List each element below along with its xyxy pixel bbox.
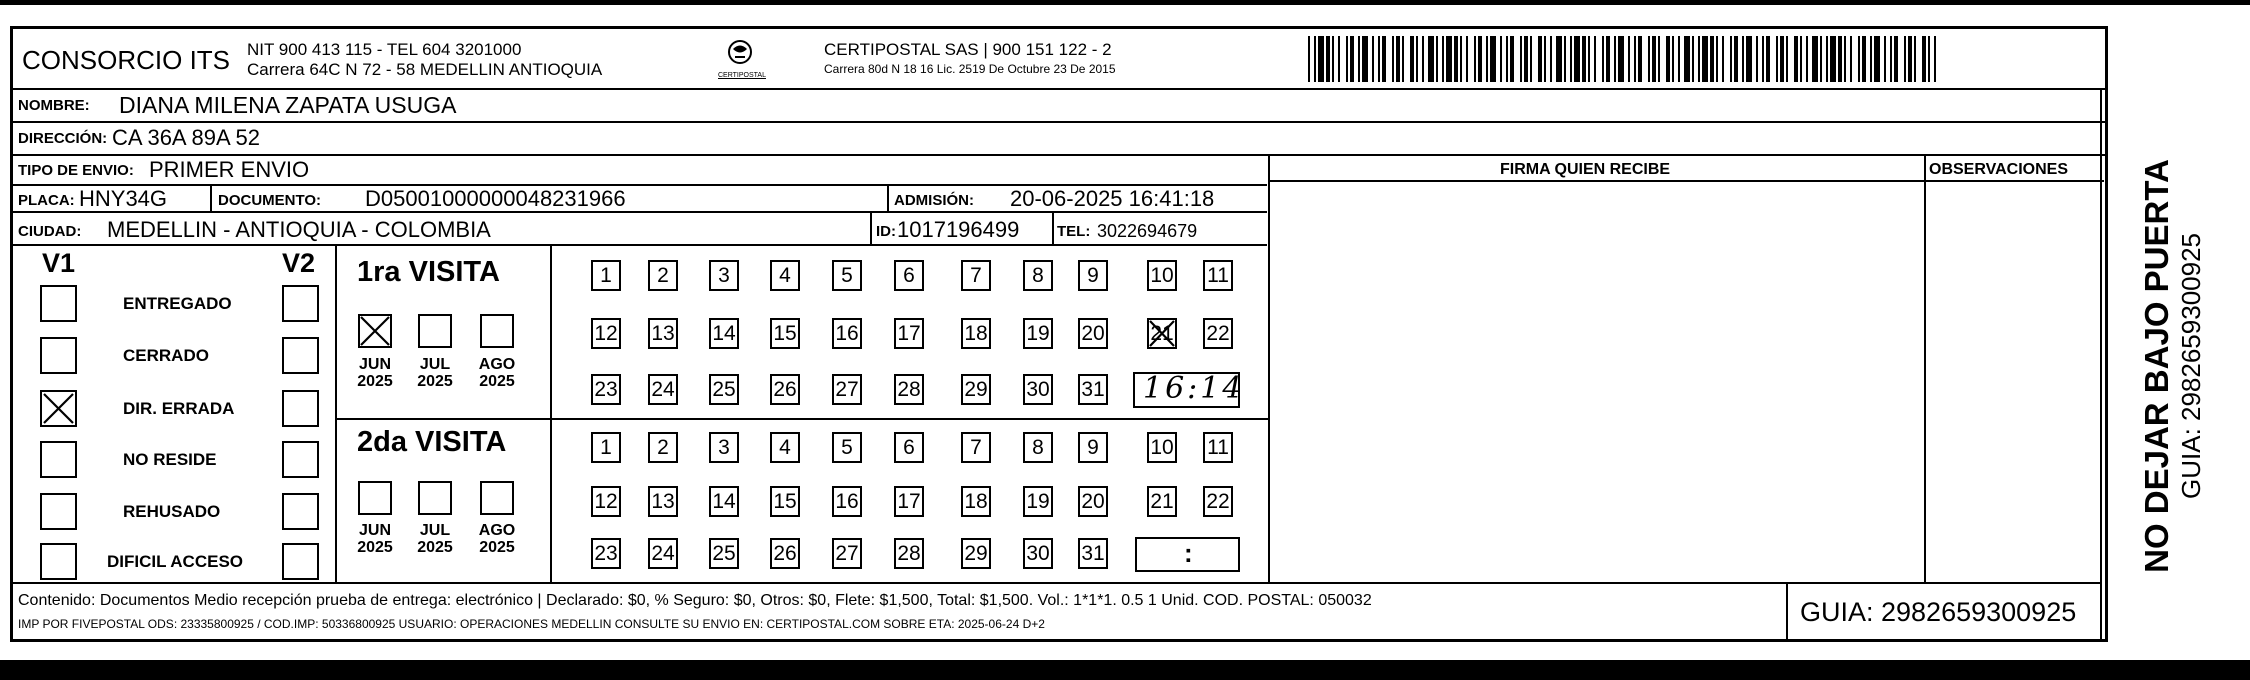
status-label: DIR. ERRADA [123, 399, 235, 418]
day-number: 22 [1206, 321, 1230, 345]
day-number: 4 [779, 435, 791, 459]
rule-city [12, 244, 1267, 246]
day-number: 2 [657, 435, 669, 459]
observations-label: OBSERVACIONES [1929, 161, 2068, 178]
visit1-day-box[interactable] [894, 260, 924, 291]
day-number: 28 [897, 541, 921, 565]
divider-tel [1052, 211, 1054, 244]
day-number: 20 [1081, 321, 1105, 345]
visit2-month-checkbox[interactable] [358, 481, 392, 515]
company-nit: NIT 900 413 115 - TEL 604 3201000 [247, 40, 522, 59]
day-number: 10 [1150, 263, 1174, 287]
day-number: 15 [773, 489, 797, 513]
tel-label: TEL: [1057, 223, 1091, 240]
day-number: 1 [600, 263, 612, 287]
check-x-icon [42, 392, 75, 425]
visit2-day-box[interactable] [648, 432, 678, 463]
visit1-day-box[interactable] [1023, 260, 1053, 291]
visit2-day-box[interactable] [770, 486, 800, 517]
visit2-day-box[interactable] [1203, 432, 1233, 463]
day-number: 30 [1026, 377, 1050, 401]
visit1-month-checkbox[interactable] [480, 314, 514, 348]
day-number: 9 [1087, 263, 1099, 287]
visit1-day-box[interactable] [1203, 318, 1233, 349]
divider-admission [887, 184, 889, 211]
day-number: 16 [835, 321, 859, 345]
day-number: 14 [712, 321, 736, 345]
day-number: 6 [903, 263, 915, 287]
day-number: 1 [600, 435, 612, 459]
visit2-day-box[interactable] [1023, 486, 1053, 517]
logo-caption: CERTIPOSTAL [718, 72, 766, 79]
carrier-line1: CERTIPOSTAL SAS | 900 151 122 - 2 [824, 40, 1112, 59]
status-label: DIFICIL ACCESO [107, 552, 244, 571]
month-name: JUL [419, 522, 451, 539]
month-year: 2025 [479, 538, 515, 556]
visit2-day-box[interactable] [1147, 432, 1177, 463]
status-v2-checkbox[interactable] [282, 441, 319, 478]
visit1-day-box[interactable] [961, 318, 991, 349]
visit2-day-box[interactable] [961, 538, 991, 569]
day-number: 18 [964, 489, 988, 513]
day-number: 5 [841, 435, 853, 459]
scan-bottom-edge [0, 660, 2250, 680]
visit1-day-box[interactable] [832, 260, 862, 291]
day-number: 24 [651, 541, 675, 565]
visit2-title: 2da VISITA [357, 426, 507, 458]
visit1-day-box[interactable] [832, 318, 862, 349]
divider-observations [1924, 154, 1926, 582]
barcode [1308, 36, 1942, 82]
status-label: NO RESIDE [123, 450, 217, 469]
barcode-bars [1308, 36, 1942, 82]
rule-plate [12, 211, 1267, 213]
visit1-day-box[interactable] [1023, 374, 1053, 405]
day-number: 9 [1087, 435, 1099, 459]
visit1-month-label [467, 357, 527, 391]
visit1-day-box[interactable] [709, 318, 739, 349]
visit2-day-box[interactable] [1078, 432, 1108, 463]
status-v1-checkbox[interactable] [40, 441, 77, 478]
side-notice: NO DEJAR BAJO PUERTA [2138, 159, 2175, 573]
visit2-day-box[interactable] [894, 538, 924, 569]
day-number: 5 [841, 263, 853, 287]
day-number: 7 [970, 435, 982, 459]
day-number: 31 [1081, 377, 1105, 401]
day-number: 23 [594, 377, 618, 401]
month-year: 2025 [417, 372, 453, 390]
day-number: 15 [773, 321, 797, 345]
visit1-day-box[interactable] [1147, 260, 1177, 291]
visit2-day-box[interactable] [1147, 486, 1177, 517]
carrier-line2: Carrera 80d N 18 16 Lic. 2519 De Octubre 23 De 2015 [824, 62, 1116, 76]
status-v2-checkbox[interactable] [282, 543, 319, 580]
month-name: AGO [478, 522, 516, 539]
footer-line1: Contenido: Documentos Medio recepción prueba de entrega: electrónico | Declarado: $0, % Seguro: $0, Otros: $0, Flete: $1,500, Total: $1,500. Vol.: 1*1*1. 0.5 1 Unid. COD. POSTAL: 050032 [18, 592, 1372, 609]
month-name: JUN [358, 356, 391, 373]
visit2-day-box[interactable] [648, 486, 678, 517]
visit1-day-box[interactable] [709, 260, 739, 291]
visit2-day-box[interactable] [591, 538, 621, 569]
status-v1-checkbox[interactable] [40, 493, 77, 530]
day-number: 4 [779, 263, 791, 287]
day-number: 20 [1081, 489, 1105, 513]
visit1-day-box[interactable] [961, 260, 991, 291]
visit1-day-box[interactable] [591, 260, 621, 291]
visit2-day-box[interactable] [770, 432, 800, 463]
month-year: 2025 [357, 538, 393, 556]
day-number: 3 [718, 435, 730, 459]
tel-value: 3022694679 [1097, 221, 1198, 241]
status-v1-checkbox[interactable] [40, 543, 77, 580]
day-number: 19 [1026, 489, 1050, 513]
month-year: 2025 [479, 372, 515, 390]
status-v2-checkbox[interactable] [282, 493, 319, 530]
shipment-type-label: TIPO DE ENVIO: [18, 162, 134, 179]
plate-value: HNY34G [79, 186, 168, 211]
visit2-month-label [405, 523, 465, 557]
visit2-day-box[interactable] [961, 486, 991, 517]
day-number: 6 [903, 435, 915, 459]
visit1-day-box[interactable] [770, 318, 800, 349]
day-number: 2 [657, 263, 669, 287]
visit2-day-box[interactable] [894, 432, 924, 463]
visit1-day-box[interactable] [648, 318, 678, 349]
visit2-day-box[interactable] [961, 432, 991, 463]
name-value: DIANA MILENA ZAPATA USUGA [119, 92, 457, 118]
day-number: 14 [712, 489, 736, 513]
visit2-month-checkbox[interactable] [418, 481, 452, 515]
city-value: MEDELLIN - ANTIOQUIA - COLOMBIA [107, 217, 491, 242]
day-number: 3 [718, 263, 730, 287]
day-number: 8 [1032, 263, 1044, 287]
day-number: 11 [1207, 435, 1229, 459]
visit1-month-label [345, 357, 405, 391]
id-label: ID: [876, 223, 896, 240]
status-v1-checkbox[interactable] [40, 390, 77, 427]
document-value: D05001000000048231966 [365, 186, 626, 211]
day-number: 23 [594, 541, 618, 565]
month-year: 2025 [417, 538, 453, 556]
shipment-type-value: PRIMER ENVIO [149, 157, 310, 182]
id-value: 1017196499 [897, 217, 1020, 242]
document-label: DOCUMENTO: [218, 192, 322, 209]
day-number: 12 [594, 489, 618, 513]
visit2-day-box[interactable] [1078, 538, 1108, 569]
visit1-day-box[interactable] [832, 374, 862, 405]
status-v2-checkbox[interactable] [282, 390, 319, 427]
visit1-day-box[interactable] [648, 374, 678, 405]
signature-label: FIRMA QUIEN RECIBE [1500, 161, 1671, 178]
status-v1-checkbox[interactable] [40, 337, 77, 374]
visit1-day-box[interactable] [1023, 318, 1053, 349]
visit1-day-box[interactable] [591, 374, 621, 405]
visit2-day-box[interactable] [832, 432, 862, 463]
day-number: 26 [773, 541, 797, 565]
day-number: 11 [1207, 263, 1229, 287]
month-name: JUN [358, 522, 391, 539]
visit2-day-box[interactable] [832, 538, 862, 569]
status-label: ENTREGADO [123, 294, 232, 313]
visit2-day-box[interactable] [770, 538, 800, 569]
rule-address [12, 154, 2106, 156]
city-label: CIUDAD: [18, 223, 82, 240]
day-number: 26 [773, 377, 797, 401]
visit1-day-box[interactable] [1078, 318, 1108, 349]
day-number: 29 [964, 377, 988, 401]
day-number: 29 [964, 541, 988, 565]
day-number: 19 [1026, 321, 1050, 345]
visit2-day-box[interactable] [1023, 432, 1053, 463]
divider-visit-months [550, 244, 552, 582]
visit2-day-box[interactable] [832, 486, 862, 517]
visit1-day-box[interactable] [770, 260, 800, 291]
status-v2-checkbox[interactable] [282, 337, 319, 374]
day-number: 13 [651, 489, 675, 513]
visit1-day-box[interactable] [1078, 374, 1108, 405]
rule-header [12, 88, 2106, 90]
company-name: CONSORCIO ITS [22, 45, 231, 75]
visit2-day-box[interactable] [1203, 486, 1233, 517]
visit1-day-box[interactable] [591, 318, 621, 349]
month-name: JUL [419, 356, 451, 373]
visit2-day-box[interactable] [648, 538, 678, 569]
day-number: 8 [1032, 435, 1044, 459]
visit1-month-checkbox[interactable] [358, 314, 392, 348]
day-number: 28 [897, 377, 921, 401]
visit2-month-label [345, 523, 405, 557]
v2-label: V2 [282, 248, 316, 278]
visit2-day-box[interactable] [709, 432, 739, 463]
visit1-day-box[interactable] [648, 260, 678, 291]
divider-plate [210, 184, 212, 211]
day-number: 25 [712, 541, 736, 565]
divider-side [2100, 88, 2102, 640]
rule-footer [12, 582, 2102, 584]
month-name: AGO [478, 356, 516, 373]
visit1-month-label [405, 357, 465, 391]
divider-id [870, 211, 872, 244]
day-number: 22 [1206, 489, 1230, 513]
certipostal-logo [712, 36, 768, 84]
address-label: DIRECCIÓN: [18, 130, 108, 147]
form-frame [10, 26, 2108, 642]
status-label: REHUSADO [123, 502, 221, 521]
day-number: 13 [651, 321, 675, 345]
day-number: 27 [835, 541, 859, 565]
v1-label: V1 [42, 248, 76, 278]
visit2-month-checkbox[interactable] [480, 481, 514, 515]
visit1-day-box[interactable] [1147, 318, 1177, 349]
admission-value: 20-06-2025 16:41:18 [1010, 186, 1215, 211]
visit1-title: 1ra VISITA [357, 256, 500, 288]
day-number: 21 [1150, 321, 1174, 345]
address-value: CA 36A 89A 52 [112, 125, 261, 150]
scan-top-edge [0, 0, 2250, 5]
name-label: NOMBRE: [18, 97, 90, 114]
visit2-day-box[interactable] [591, 432, 621, 463]
footer-line2: IMP POR FIVEPOSTAL ODS: 23335800925 / COD.IMP: 50336800925 USUARIO: OPERACIONES MEDELLIN CONSULTE SU ENVIO EN: CERTIPOSTAL.COM SOBRE ETA: 2025-06-24 D+2 [18, 617, 1045, 631]
day-number: 18 [964, 321, 988, 345]
visit2-month-label [467, 523, 527, 557]
status-v1-checkbox[interactable] [40, 285, 77, 322]
day-number: 24 [651, 377, 675, 401]
footer-guia: GUIA: 2982659300925 [1800, 597, 2077, 627]
visit2-day-box[interactable] [709, 538, 739, 569]
day-number: 7 [970, 263, 982, 287]
visit1-day-box[interactable] [1203, 260, 1233, 291]
rule-name [12, 121, 2106, 123]
visit1-day-box[interactable] [770, 374, 800, 405]
day-number: 17 [897, 321, 921, 345]
visit1-month-checkbox[interactable] [418, 314, 452, 348]
company-address: Carrera 64C N 72 - 58 MEDELLIN ANTIOQUIA [247, 60, 603, 79]
day-number: 21 [1150, 489, 1174, 513]
visit1-time: 16:14 [1143, 371, 1245, 406]
status-label: CERRADO [123, 346, 209, 365]
admission-label: ADMISIÓN: [894, 192, 974, 209]
status-v2-checkbox[interactable] [282, 285, 319, 322]
day-number: 16 [835, 489, 859, 513]
day-number: 10 [1150, 435, 1174, 459]
visit2-day-box[interactable] [709, 486, 739, 517]
day-number: 25 [712, 377, 736, 401]
divider-signature [1268, 154, 1270, 582]
visit1-day-box[interactable] [894, 374, 924, 405]
month-year: 2025 [357, 372, 393, 390]
rule-sign-header [1268, 180, 2104, 182]
day-number: 30 [1026, 541, 1050, 565]
check-x-icon [360, 316, 390, 346]
day-number: 17 [897, 489, 921, 513]
day-number: 27 [835, 377, 859, 401]
visit1-day-box[interactable] [961, 374, 991, 405]
rule-visits [335, 418, 1268, 420]
visit2-time: : [1184, 538, 1193, 568]
plate-label: PLACA: [18, 192, 75, 209]
visit1-day-box[interactable] [1078, 260, 1108, 291]
visit2-day-box[interactable] [591, 486, 621, 517]
divider-footer-guia [1786, 582, 1788, 640]
visit2-day-box[interactable] [1023, 538, 1053, 569]
day-number: 31 [1081, 541, 1105, 565]
visit2-day-box[interactable] [894, 486, 924, 517]
visit1-day-box[interactable] [709, 374, 739, 405]
visit2-day-box[interactable] [1078, 486, 1108, 517]
side-guia: GUIA: 2982659300925 [2176, 233, 2206, 499]
divider-status [335, 244, 337, 582]
day-number: 12 [594, 321, 618, 345]
visit1-day-box[interactable] [894, 318, 924, 349]
